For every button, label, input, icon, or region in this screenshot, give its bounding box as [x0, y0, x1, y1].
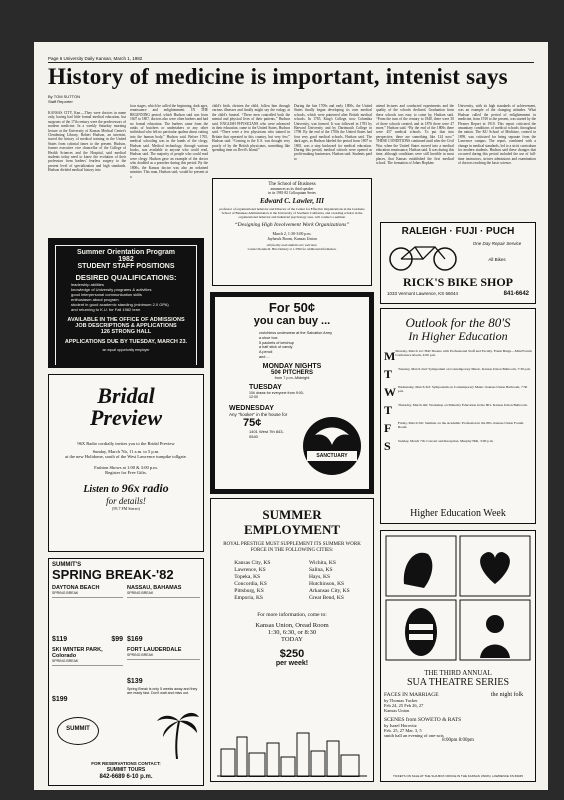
sanctuary-price: 50¢ — [293, 300, 316, 315]
spring-nassau — [127, 585, 200, 643]
spring-daytona — [52, 585, 123, 643]
business-note1: All faculty and students are welcome. — [266, 243, 318, 247]
list-item: Lawrence, KS — [234, 567, 266, 573]
business-title: “Designing High Involvement Work Organizations” — [234, 222, 350, 228]
spring-tours: SUMMIT TOURS — [106, 767, 146, 773]
sua-theatre-ad — [380, 530, 536, 782]
sanctuary-ad — [210, 292, 374, 494]
newspaper-page — [34, 42, 548, 790]
nassau-details — [127, 597, 200, 636]
headline: History of medicine is important, intenist says — [48, 64, 508, 89]
bike-name: RICK'S BIKE SHOP — [402, 275, 514, 289]
employment-time: 1:30, 6:30, or 8:30 — [267, 629, 317, 636]
bridal-register: Register for Free Gifts. — [105, 469, 147, 475]
outlook-week: Higher Education Week — [410, 508, 506, 519]
orientation-title: Summer Orientation Program — [76, 249, 176, 256]
list-item: a shoe box — [259, 335, 278, 340]
fort-sub: SPRING BREAK — [127, 653, 154, 657]
list-item: Salina, KS — [308, 567, 333, 573]
bridal-radio: 96x radio — [121, 480, 169, 495]
fort-details — [127, 659, 200, 678]
bridal-title-2: Preview — [89, 405, 163, 430]
day-text: Wednesday, March 3rd: Symposium on Contemporary Music. Kansas Union Ballroom, 7:30 p.m. — [397, 385, 528, 394]
show1-when: Feb 24, 25 Feb 26, 27 — [384, 703, 424, 708]
bridal-shows: Fashion Shows at 1:00 & 3:00 p.m. — [94, 464, 158, 470]
employment-more: For more information, come to: — [257, 612, 327, 618]
day-text: Friday, March 5th: Seminar on the Academic Profession in the 80's. Kansas Union Forum Room. — [397, 421, 524, 430]
article-column-1: KANSAS CITY, Kan.—They were doctors in name only, having had little formal medical education, but surgeons of the 17th century were the predecessors of modern medicine. In a weekly Saturday morning lecture at the University of Kansas Medical Center's Clendening Library, Robert Hudson, an internist, traced the history of medical training in the United States from colonial times to the present. Hudson, former executive vice chancellor of the College of Health Sciences and the Hospital, said medical students today need to know the evolution of their profession from barbers' fearless surgery to the present level of specialization and high standards. Hudson divided medical history into — [48, 111, 126, 173]
list-item: Concordia, KS — [234, 581, 267, 587]
list-item: Hays, KS — [308, 574, 331, 580]
spring-break-ad — [48, 558, 204, 786]
orientation-desired: DESIRED QUALIFICATIONS: — [75, 273, 177, 282]
employment-body: ROYAL PRESTIGE MUST SUPPLEMENT ITS SUMMER WORK FORCE IN THE FOLLOWING CITIES: — [223, 542, 361, 553]
show1-title: FACES IN MARRIAGE — [384, 692, 439, 698]
sanctuary-logo-icon — [301, 415, 363, 477]
list-item: Emporia, KS — [234, 595, 263, 601]
orientation-available: AVAILABLE IN THE OFFICE OF ADMISSIONS — [67, 317, 185, 323]
orientation-eeo: an equal opportunity employer — [102, 348, 150, 352]
summit-logo-text: SUMMIT — [66, 726, 90, 732]
orientation-subtitle: STUDENT STAFF POSITIONS — [77, 263, 175, 270]
page-header: Page 6 University Daily Kansan, March 1, 1982 — [48, 56, 534, 63]
orientation-ad — [48, 238, 204, 368]
sua-tickets: TICKETS ON SALE AT THE SUA BOX OFFICE IN THE KANSAS UNION, LAWRENCE KS 66045 — [392, 774, 524, 778]
list-item: Hutchinson, KS — [308, 581, 345, 587]
daytona-price2: $99 — [111, 636, 124, 643]
list-item: Kansas City, KS — [234, 560, 271, 566]
list-item: Great Bend, KS — [308, 595, 344, 601]
byline: By TOM SUTTON Staff Reporter — [48, 94, 81, 104]
day-text: Monday, March 1st: Hall Theatre with Professional Staff and Faculty. Frank Burge—Mini Forum Conference Room, 4:00 p.m. — [395, 349, 532, 358]
business-series: in its 1981-82 Colloquium Series — [268, 191, 316, 195]
employment-pay2: per week! — [275, 660, 309, 667]
spring-reserve: FOR RESERVATIONS CONTACT: — [91, 761, 161, 766]
business-bio: professor of organizational behavior and Director of the Center for Effective Organizations in the Graduate School of Business Administration at the University of Southern California, and a leading scholar in the organizational behavior and industrial psychology area, will conduct a seminar — [219, 207, 365, 219]
daytona-details — [52, 597, 123, 636]
list-item: leadership abilities — [71, 282, 104, 287]
bridal-freq: (95.7 FM Stereo) — [112, 505, 140, 511]
list-item: Arkansas City, KS — [308, 588, 350, 594]
list-item: a half stick of candy — [259, 345, 293, 350]
ski-title: SKI WINTER PARK, Colorado — [52, 647, 103, 659]
outlook-day-row — [384, 367, 532, 382]
employment-cities — [215, 560, 369, 602]
business-announces: announces as its third speaker — [270, 187, 314, 191]
fort-price: $139 — [127, 678, 143, 685]
spring-title: SPRING BREAK-'82 — [52, 567, 174, 582]
spring-row-2 — [52, 647, 200, 703]
bike-brands: RALEIGH · FUJI · PUCH — [401, 226, 515, 237]
business-note2: Contact Ronnie R. Hite Doherty at 1-3590 for additional information. — [247, 247, 337, 251]
sanctuary-wed: WEDNESDAY — [229, 404, 274, 412]
bridal-title-1: Bridal — [97, 383, 155, 408]
sanctuary-mon2: 50¢ PITCHERS — [270, 369, 313, 376]
sua-title: SUA THEATRE SERIES — [406, 677, 510, 688]
sanctuary-buy: you can buy ... — [253, 315, 331, 327]
day-text: Thursday, March 4th: Workshop on Minority Education in the 80's. Kansas Union Ballroom. — [398, 403, 528, 407]
spring-phone: 842-6689 6-10 p.m. — [99, 774, 153, 780]
outlook-title-2: In Higher Education — [408, 329, 508, 343]
outlook-day-row — [384, 403, 532, 418]
show3-note: smith hall an evening of one-acts — [384, 733, 444, 738]
business-where: Jayhawk Room, Kansas Union — [267, 236, 317, 241]
bike-repair: One Day Repair Service — [472, 241, 522, 246]
theatre-masks-icon — [384, 534, 532, 662]
employment-today: TODAY — [280, 636, 304, 643]
list-item: good interpersonal communication skills — [71, 292, 142, 297]
cities-left — [234, 560, 270, 602]
sanctuary-for: For — [268, 300, 290, 315]
summer-employment-ad — [210, 498, 374, 782]
show3-title: SCENES from SOWETO & RATS — [384, 717, 462, 723]
sanctuary-logo-text: SANCTUARY — [316, 453, 348, 459]
business-org: The School of Business — [268, 182, 316, 187]
show1-where: Kansas Union — [384, 708, 410, 713]
bridal-when: Sunday, March 7th, 11 a.m. to 5 p.m. — [92, 448, 160, 454]
sua-shows-row — [384, 692, 532, 713]
business-seminar-ad — [212, 178, 372, 286]
outlook-day-row — [384, 421, 532, 436]
nassau-price: $169 — [127, 636, 143, 643]
bike-all: All Bikes — [488, 257, 506, 262]
show2-title: the night folk — [490, 692, 524, 698]
sanctuary-mon3: from 7 p.m.-Midnight — [274, 375, 310, 380]
bridal-preview-ad — [48, 374, 204, 552]
spring-fort — [127, 647, 200, 703]
outlook-80s-ad — [380, 308, 536, 524]
daytona-sub: SPRING BREAK — [52, 591, 79, 595]
bridal-where: at the new Holidome, south of the West Lawrence turnpike tollgate. — [65, 454, 187, 459]
day-text: Sunday, March 7th: Concert and Reception. Murphy Hall, 3:00 p.m. — [398, 439, 494, 443]
article-column-6: University, with its high standards of achievement, was an example of the changing attitudes. What Hudson called the period of enlightenment in medicine, from 1910 to the present, was started by the Flexner Report in 1910. This report criticized the unsanitary conditions of medical schools throughout the nation. The KU School of Medicine, created in 1899, was criticized for being separate from the Lawrence campus. The report, combined with a change in medical standards, led to a strict curriculum for modern students. Hudson said these changes that occurred during this period included the use of full-time instructors, stricter admissions and examination of doctors reaching the basic science. — [458, 104, 536, 166]
spring-ski — [52, 647, 123, 703]
list-item: 5 packets of ketchup — [259, 340, 294, 345]
bike-addr: 1033 Vermont Lawrence, KS 66044 — [387, 291, 459, 296]
outlook-days — [384, 349, 532, 454]
list-item: Pittsburg, KS — [234, 588, 264, 594]
business-speaker: Edward C. Lawler, III — [260, 197, 324, 205]
article-column-5: attend lectures and conducted experiments and the quality of the schools declined. Graduation from these schools was easy to come by, Hudson said. “From the turn of the century to 1840, there were 30 of these schools created, and in 1876 there were 47 more,” Hudson said. “By the end of the 1800s there were 457 medical schools. To put that into perspective, there are something like 124 now.” THESE CONDITIONS continued until after the Civil War, when the United States moved into a medical education renaissance, Hudson said. It was during this time, although conditions were still horrible in most places, that Kansas established the first medical school. The formation of Johns Hopkins — [376, 104, 454, 166]
fort-title: FORT LAUDERDALE — [127, 647, 182, 653]
bike-phone: 841-6642 — [503, 291, 529, 297]
palm-tree-icon — [155, 709, 199, 759]
show3-by: by Israel Horovitz — [384, 723, 417, 728]
bridal-details: for details! — [106, 495, 146, 506]
list-item: Topeka, KS — [234, 574, 261, 580]
outlook-day-row — [384, 439, 532, 454]
show3-when: Feb. 25, 27 Mar. 3, 5 — [384, 728, 422, 733]
bridal-listen-text: Listen to — [83, 483, 120, 495]
nassau-title: NASSAU, BAHAMAS — [127, 585, 182, 591]
orientation-year: 1982 — [118, 256, 134, 263]
spring-summits: SUMMIT'S — [52, 562, 82, 568]
day-letter: W — [384, 385, 396, 399]
outlook-title-1: Outlook for the 80'S — [405, 315, 511, 330]
sua-time: 8:00pm 8:00pm — [442, 738, 474, 743]
sanctuary-tue2: 10¢ draws for everyone from 9:00-12:00 — [249, 390, 304, 399]
day-text: Tuesday, March 2nd: Symposium on Contemporary Music. Kansas Union Ballroom, 7:30 p.m. — [398, 367, 531, 371]
sanctuary-wed3: 75¢ — [243, 416, 262, 429]
bike-shop-ad — [380, 222, 536, 304]
list-item: enthusiasm about program — [71, 297, 119, 302]
employment-place: Kansas Union, Oread Room — [255, 622, 329, 629]
orientation-due: APPLICATIONS DUE BY TUESDAY, MARCH 23. — [64, 339, 188, 345]
sanctuary-mon: MONDAY NIGHTS — [262, 362, 322, 370]
show1-by: by Thomas Tucker — [384, 698, 418, 703]
daytona-prices — [52, 636, 123, 643]
orientation-list — [71, 282, 193, 312]
bridal-body: 96X Radio cordially invites you to the Bridal Preview — [77, 441, 175, 446]
bridal-listen — [53, 481, 199, 496]
list-item: and returning to K.U. for Fall 1982 term — [71, 307, 141, 312]
list-item: Wichita, KS — [308, 560, 336, 566]
nassau-sub: SPRING BREAK — [127, 591, 154, 595]
article-column-4: During the late 1700s and early 1800s, the United States finally began developing its own medical schools, which were patterned after British medical schools. In 1765, King's College, now Columbia University, was formed. It was followed in 1783 by Harvard University and by Dartmouth College in 1798. By the end of the 1700s the United States had four very good medical schools, Hudson said. The dark ages, as Hudson labeled the period from 1807 to 1865, was a step backward for medical education. During this period, medical schools were opened as profit-making businesses, Hudson said. Students paid to — [294, 104, 372, 161]
list-item: A pencil — [259, 350, 273, 355]
day-letter: T — [384, 403, 393, 417]
outlook-day-row — [384, 349, 532, 364]
orientation-job: JOB DESCRIPTIONS & APPLICATIONS — [75, 323, 177, 329]
cities-right — [309, 560, 350, 602]
orientation-frame — [55, 245, 197, 368]
ski-sub: SPRING BREAK — [52, 659, 79, 663]
employment-title: SUMMER EMPLOYMENT — [243, 507, 341, 537]
daytona-price: $119 — [52, 636, 68, 643]
list-item: student in good academic standing (minimum 2.0 GPA) — [71, 302, 169, 307]
day-letter: F — [384, 421, 392, 435]
sua-show-1 — [384, 692, 474, 713]
ski-price: $199 — [52, 696, 68, 703]
outlook-day-row — [384, 385, 532, 400]
bike-footer — [387, 291, 529, 297]
daytona-title: DAYTONA BEACH — [52, 585, 100, 591]
orientation-room: 126 STRONG HALL — [100, 329, 152, 335]
summit-logo — [57, 717, 99, 745]
list-item: and ... — [259, 354, 270, 359]
day-letter: S — [384, 439, 391, 453]
sanctuary-wed2: Any "hooker" in the house for — [229, 411, 288, 417]
day-letter: T — [384, 367, 393, 381]
ski-details — [52, 665, 123, 696]
spring-row-1 — [52, 585, 200, 643]
sua-the: THE THIRD ANNUAL — [424, 669, 492, 677]
sanctuary-list — [259, 331, 365, 360]
list-item: crutchless underwear at the Salvation Army — [259, 331, 333, 335]
sanctuary-tue: TUESDAY — [249, 383, 282, 391]
day-letter: M — [384, 349, 396, 363]
bicycle-icon — [387, 241, 459, 271]
article-column-2: four stages, which he called the beginning, dark ages, renaissance and enlightenment. IN THE BEGINNING period, which Hudson said was from 1607 to 1807, doctors also were often barbers and had no formal education. The barbers came from the ranks of butchers or undertakers or any other individual who felt no particular qualms about cutting into the human body,” Hudson said. Before 1765, medical schooling was in the hands of the clergy, Hudson said. Medical technology, through various books, was available to anyone who could read, Hudson said. The majority of people who could read were clergy. Hudson gave an example of the doctor who doubled as a preacher during this period. By the 1800s, the Kansas doctor was also an ordained minister. This man, Hudson said, would be present at a — [130, 104, 208, 179]
sanctuary-headline — [219, 301, 365, 315]
business-when: March 2, 1:30-3:00 p.m. — [272, 231, 312, 236]
list-item: knowledge of University programs & activities — [71, 287, 152, 292]
spring-more: Spring Break is only 5 weeks away and they are ready fast. Don't wait and miss out. — [127, 687, 198, 696]
article-column-3: child's birth, christen the child, follow him through various illnesses and finally might say the eulogy at the child's funeral. “These men controlled both the mental and physical lives of their patients,” Hudson said. ENGLISH PHYSICIANS who were advanced in their education, came to the United States, Hudson said. “There were a few physicians who trained in Britain that operated in this country, but very few,” Hudson said. “Coming to the U.S. was thought very poorly of by the British physicians, something like spending time on Devil's Island.” — [212, 104, 290, 153]
employment-pay: $250 — [279, 648, 305, 660]
sanctuary-addr: 1401 West 7th 843-0540 — [249, 428, 284, 439]
city-skyline-icon — [217, 729, 367, 777]
